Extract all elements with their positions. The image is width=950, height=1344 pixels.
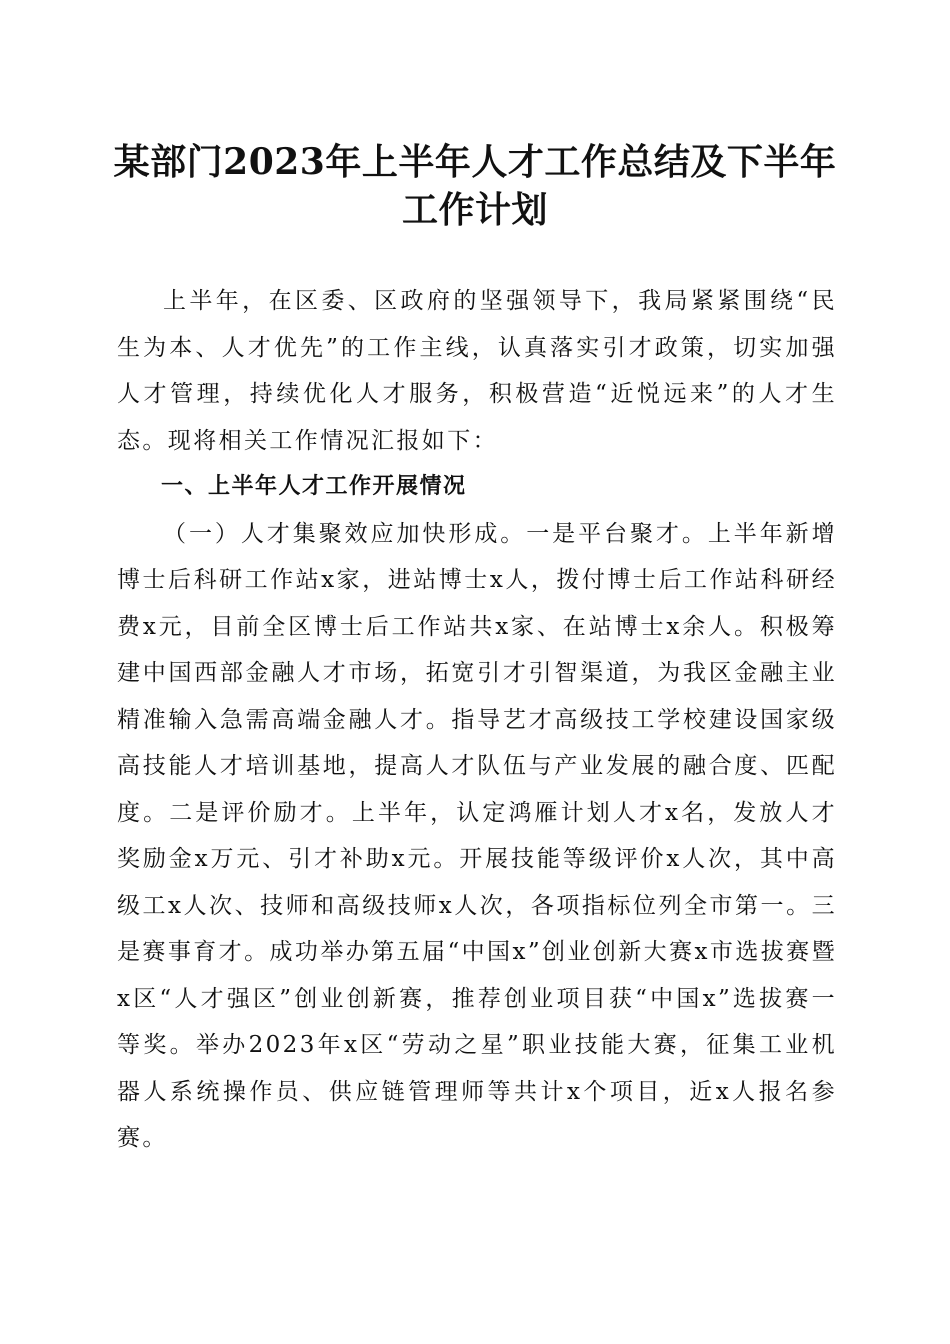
section-1-heading: 一、上半年人才工作开展情况 xyxy=(161,474,467,499)
title-line-1: 某部门2023年上半年人才工作总结及下半年 xyxy=(113,141,837,183)
document-title xyxy=(90,138,860,234)
title-line-2: 工作计划 xyxy=(401,189,548,231)
section-1-paragraph-1: （一）人才集聚效应加快形成。一是平台聚才。上半年新增博士后科研工作站x家，进站博士x人，拨付博士后工作站科研经费x元，目前全区博士后工作站共x家、在站博士x余人。积极筹建中国西部金融人才市场，拓宽引才引智渠道，为我区金融主业精准输入急需高端金融人才。指导艺才高级技工学校建设国家级高技能人才培训基地，提高人才队伍与产业发展的融合度、匹配度。二是评价励才。上半年，认定鸿雁计划人才x名，发放人才奖励金x万元、引才补助x元。开展技能等级评价x人次，其中高级工x人次、技师和高级技师x人次，各项指标位列全市第一。三是赛事育才。成功举办第五届“中国x”创业创新大赛x市选拔赛暨x区“人才强区”创业创新赛，推荐创业项目获“中国x”选拔赛一等奖。举办2023年x区“劳动之星”职业技能大赛，征集工业机器人系统操作员、供应链管理师等共计x个项目，近x人报名参赛。 xyxy=(117,520,837,1151)
intro-paragraph: 上半年，在区委、区政府的坚强领导下，我局紧紧围绕“民生为本、人才优先”的工作主线，认真落实引才政策，切实加强人才管理，持续优化人才服务，积极营造“近悦远来”的人才生态。现将相关工作情况汇报如下： xyxy=(117,288,837,454)
document-body xyxy=(117,278,837,1162)
